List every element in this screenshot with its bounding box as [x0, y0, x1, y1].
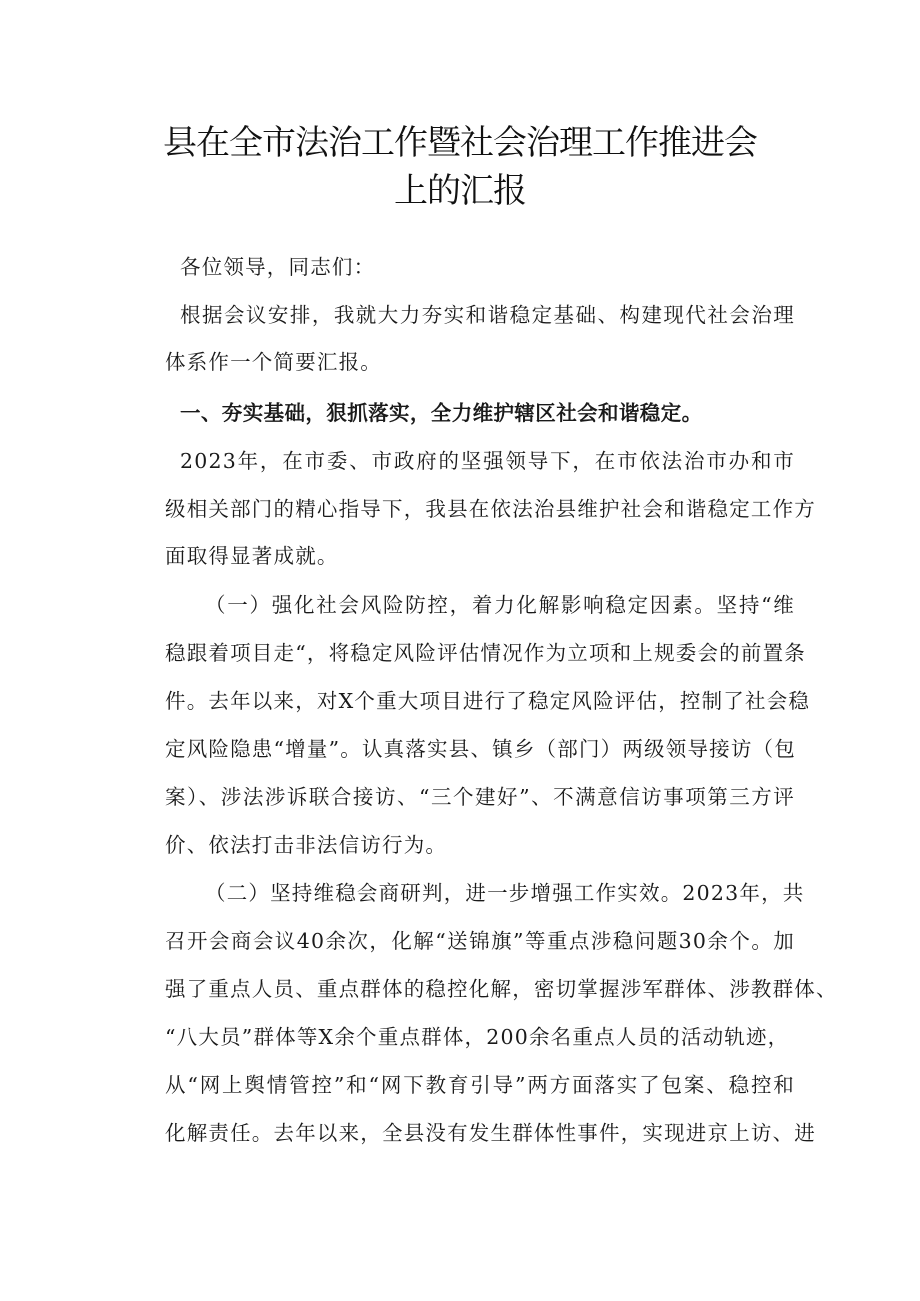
- para3-line-2: 召开会商会议40余次，化解“送锦旗”等重点涉稳问题30余个。加: [165, 929, 795, 953]
- document-title-line-2: 上的汇报: [394, 171, 526, 211]
- para2-line-5: 案）、涉法涉诉联合接访、“三个建好”、不满意信访事项第三方评: [165, 785, 795, 809]
- para2-line-3: 件。去年以来，对X个重大项目进行了稳定风险评估，控制了社会稳: [165, 689, 811, 713]
- para3-line-3: 强了重点人员、重点群体的稳控化解，密切掌握涉军群体、涉教群体、: [165, 977, 838, 1001]
- para2-line-2: 稳跟着项目走“，将稳定风险评估情况作为立项和上规委会的前置条: [165, 641, 806, 665]
- intro-line-1: 根据会议安排，我就大力夯实和谐稳定基础、构建现代社会治理: [180, 303, 795, 327]
- para3-line-6: 化解责任。去年以来，全县没有发生群体性事件，实现进京上访、进: [165, 1121, 816, 1145]
- para3-line-1: （二）坚持维稳会商研判，进一步增强工作实效。2023年，共: [205, 881, 805, 905]
- section-heading-1: 一、夯实基础，狠抓落实，全力维护辖区社会和谐稳定。: [180, 401, 703, 425]
- para2-line-1: （一）强化社会风险防控，着力化解影响稳定因素。坚持“维: [205, 593, 795, 617]
- para2-line-4: 定风险隐患“增量”。认真落实县、镇乡（部门）两级领导接访（包: [165, 737, 796, 761]
- intro-line-2: 体系作一个简要汇报。: [165, 350, 382, 374]
- para1-line-1: 2023年，在市委、市政府的坚强领导下，在市依法治市办和市: [180, 449, 795, 473]
- para3-line-5: 从“网上舆情管控”和“网下教育引导”两方面落实了包案、稳控和: [165, 1073, 795, 1097]
- document-title-line-1: 县在全市法治工作暨社会治理工作推进会: [163, 123, 757, 163]
- para1-line-3: 面取得显著成就。: [165, 544, 339, 568]
- para3-line-4: “八大员”群体等X余个重点群体，200余名重点人员的活动轨迹，: [165, 1025, 790, 1049]
- para2-line-6: 价、依法打击非法信访行为。: [165, 833, 448, 857]
- para1-line-2: 级相关部门的精心指导下，我县在依法治县维护社会和谐稳定工作方: [165, 497, 816, 521]
- salutation: 各位领导，同志们：: [180, 255, 376, 279]
